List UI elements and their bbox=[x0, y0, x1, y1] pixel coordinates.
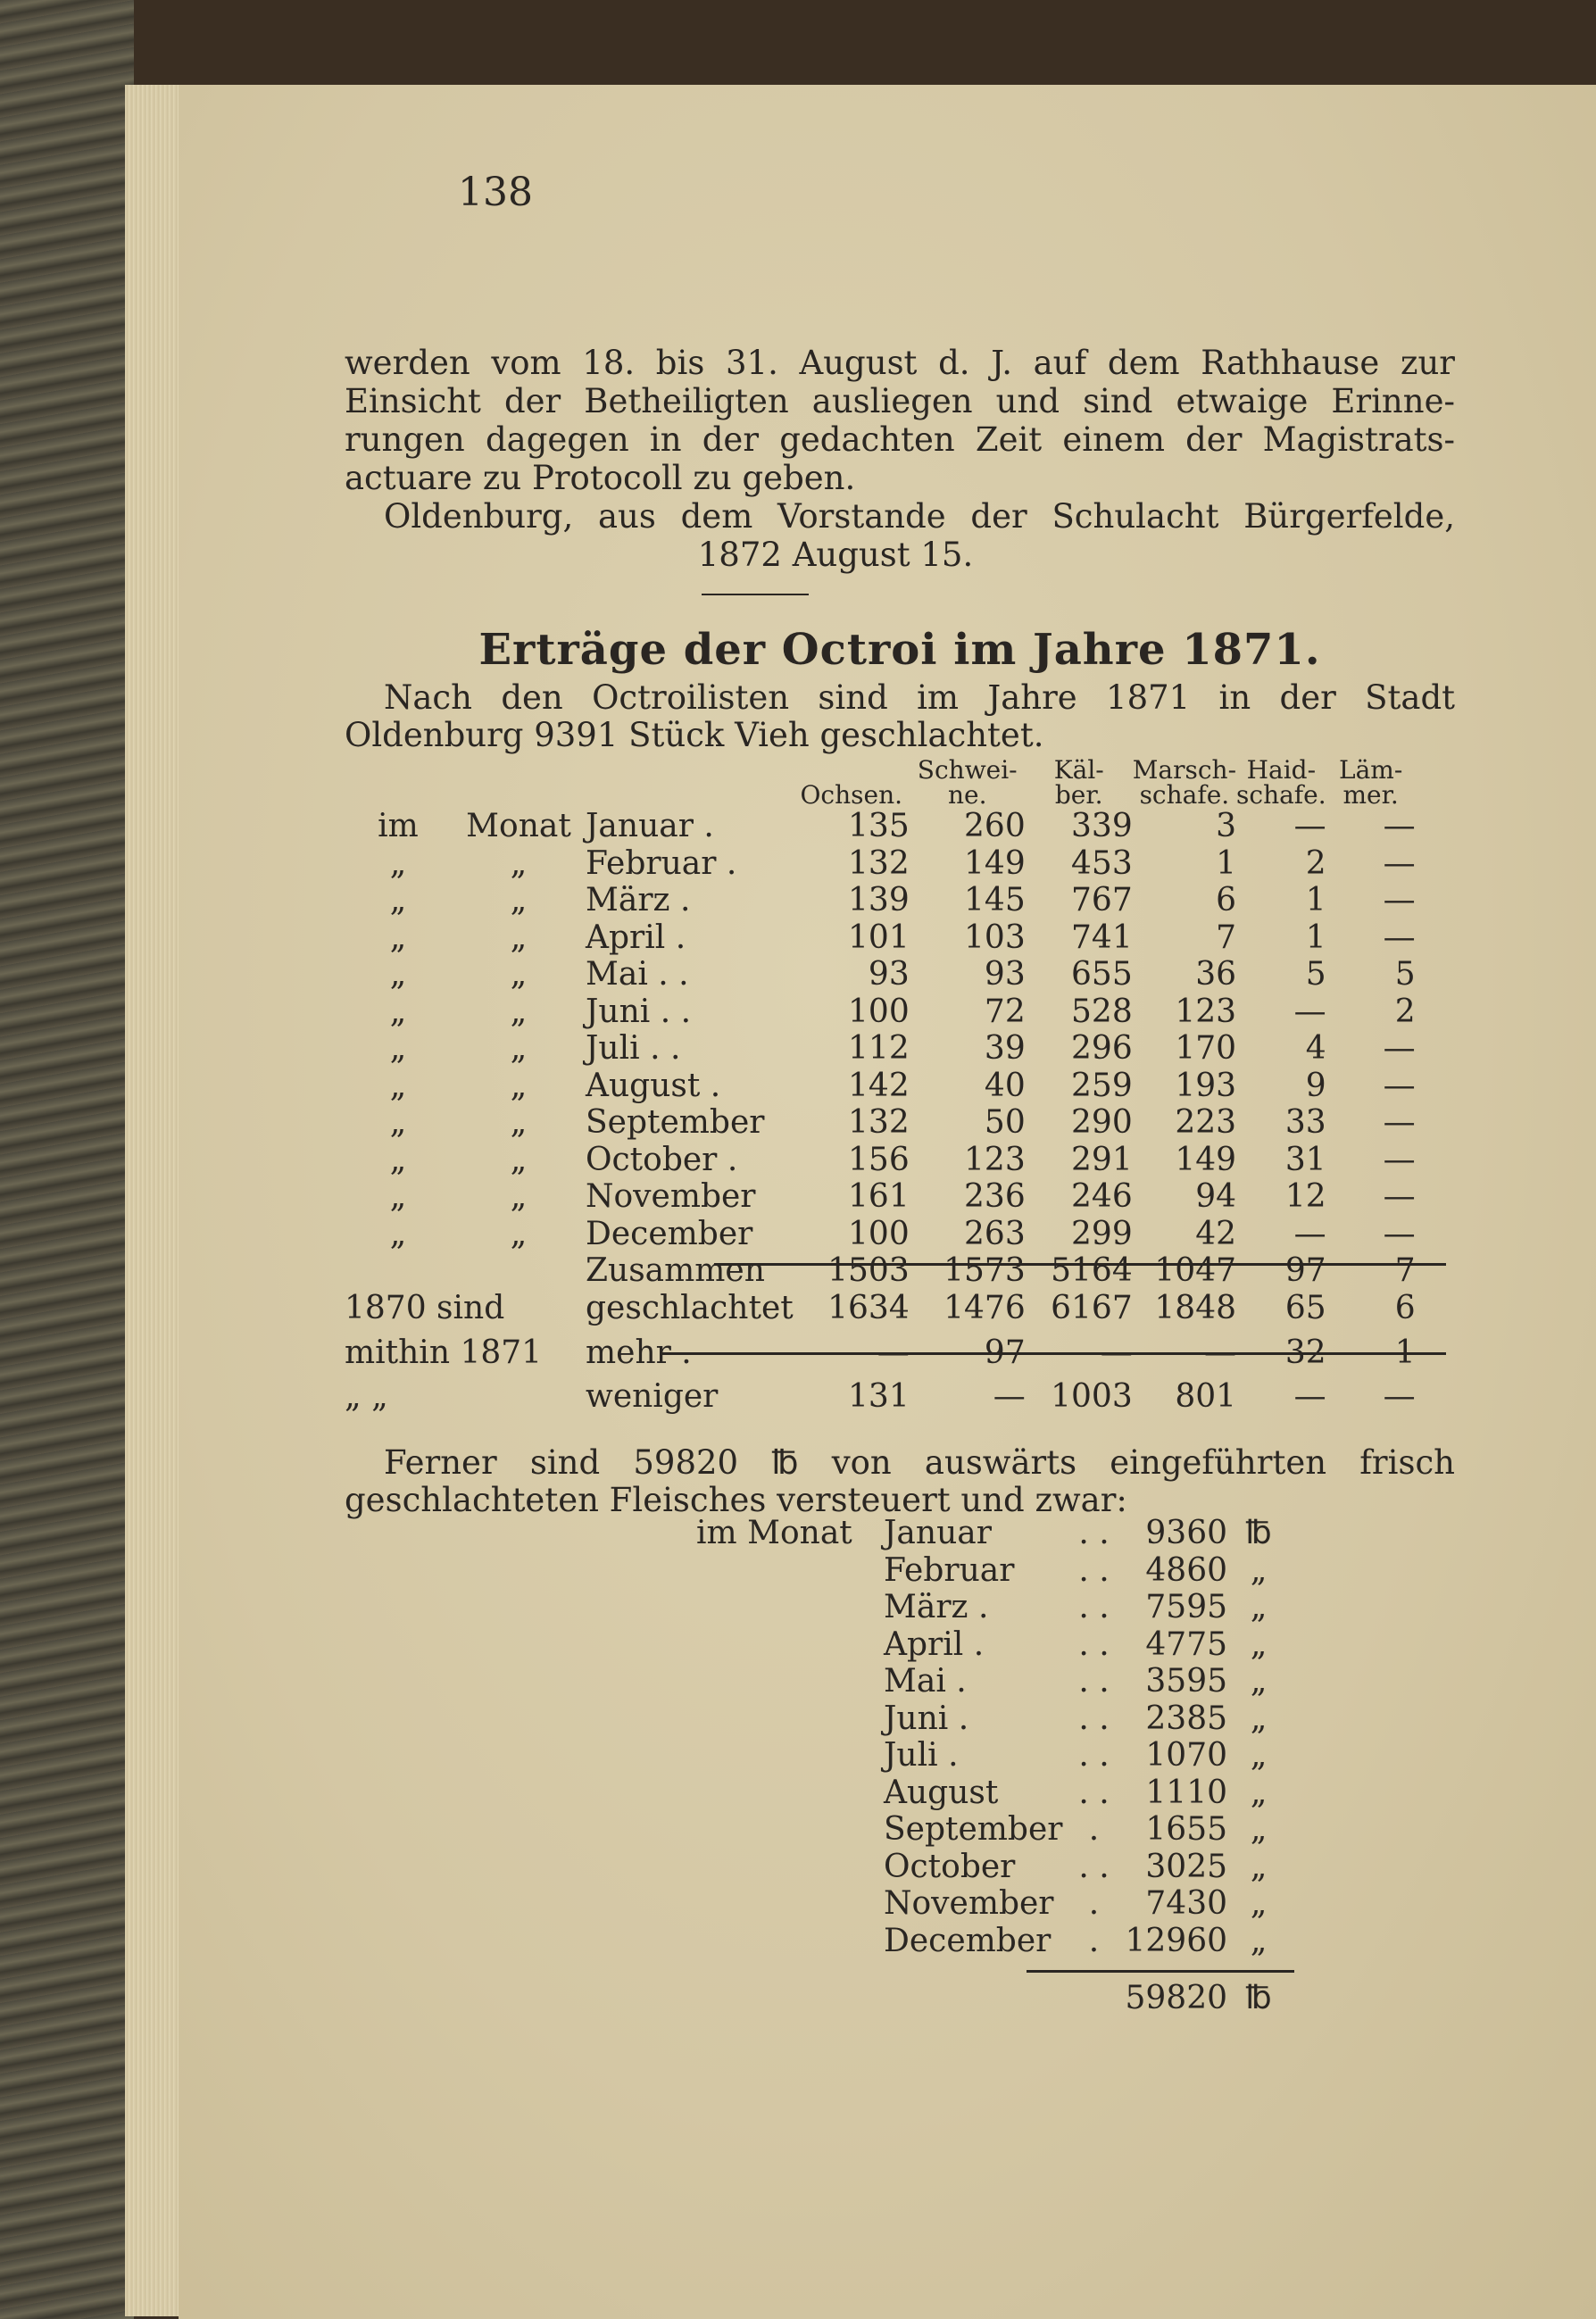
paragraph-line: Nach den Octroilisten sind im Jahre 1871 in der Stadt bbox=[384, 678, 1455, 717]
value-cell: 5 bbox=[1305, 956, 1326, 993]
unit-cell: „ bbox=[1250, 1922, 1268, 1959]
value-cell: 263 bbox=[964, 1215, 1026, 1252]
meat-total-rule bbox=[1027, 1970, 1294, 1973]
meat-total-row bbox=[696, 1959, 1290, 2016]
value-cell: 112 bbox=[848, 1030, 910, 1068]
value-cell: 1070 bbox=[1145, 1737, 1228, 1775]
value-cell: 1476 bbox=[943, 1289, 1026, 1326]
intro-line: Oldenburg, aus dem Vorstande der Schulacht Bürgerfelde, bbox=[384, 497, 1455, 536]
value-cell: 135 bbox=[848, 808, 910, 845]
value-cell: 1634 bbox=[827, 1289, 910, 1326]
row-prefix bbox=[696, 1700, 884, 1738]
row-prefix bbox=[696, 1811, 884, 1849]
row-prefix: „ bbox=[389, 1215, 407, 1252]
row-prefix bbox=[696, 1589, 884, 1626]
value-cell: 149 bbox=[964, 844, 1026, 882]
row-prefix: „ bbox=[389, 1030, 407, 1068]
leader-dots: . bbox=[1088, 1811, 1100, 1849]
leader-dots: . . bbox=[1078, 1551, 1110, 1589]
diff-row bbox=[345, 1378, 1416, 1416]
row-prefix: „ bbox=[510, 1067, 528, 1104]
month-cell: August . bbox=[586, 1067, 721, 1104]
value-cell: — bbox=[1383, 918, 1416, 956]
column-header: Haid- schafe. bbox=[1236, 755, 1326, 810]
table-row bbox=[345, 882, 1416, 919]
month-cell: Mai . bbox=[884, 1663, 967, 1700]
unit-cell: „ bbox=[1250, 1885, 1268, 1923]
month-cell: April . bbox=[884, 1625, 985, 1663]
value-cell: 97 bbox=[984, 1334, 1026, 1371]
value-cell: 767 bbox=[1071, 882, 1133, 919]
value-cell: 7 bbox=[1216, 918, 1237, 956]
value-cell: 149 bbox=[1175, 1141, 1237, 1178]
value-cell: 4860 bbox=[1145, 1551, 1228, 1589]
meat-row bbox=[696, 1700, 1290, 1738]
value-cell: 1 bbox=[1305, 882, 1326, 919]
row-prefix: „ bbox=[389, 956, 407, 993]
row-prefix: „ bbox=[389, 882, 407, 919]
month-cell: October . bbox=[586, 1141, 738, 1178]
leader-dots: . . bbox=[1078, 1625, 1110, 1663]
table-row bbox=[345, 808, 1416, 845]
value-cell: 291 bbox=[1071, 1141, 1133, 1178]
row-prefix: „ bbox=[510, 1178, 528, 1216]
value-cell: 12960 bbox=[1125, 1922, 1228, 1959]
meat-row bbox=[696, 1849, 1290, 1886]
row-prefix: im bbox=[378, 808, 419, 845]
intro-line: actuare zu Protocoll zu geben. bbox=[345, 459, 856, 497]
paragraph-line: Oldenburg 9391 Stück Vieh geschlachtet. bbox=[345, 716, 1044, 754]
value-cell: — bbox=[1293, 1378, 1326, 1416]
month-cell: Juli . . bbox=[586, 1030, 681, 1068]
value-cell: 2 bbox=[1305, 844, 1326, 882]
value-cell: 12 bbox=[1284, 1178, 1326, 1216]
value-cell: 94 bbox=[1195, 1178, 1237, 1216]
total-cell: ℔ bbox=[1245, 1980, 1272, 2016]
value-cell: 296 bbox=[1071, 1030, 1133, 1068]
value-cell: — bbox=[1383, 1378, 1416, 1416]
value-cell: 1 bbox=[1394, 1334, 1416, 1371]
value-cell: 39 bbox=[984, 1030, 1026, 1068]
leader-dots: . . bbox=[1078, 1848, 1110, 1885]
value-cell: 33 bbox=[1284, 1104, 1326, 1142]
value-cell: 1110 bbox=[1145, 1774, 1228, 1811]
value-cell: 246 bbox=[1071, 1178, 1133, 1216]
meat-row bbox=[696, 1885, 1290, 1923]
row-prefix bbox=[696, 1552, 884, 1590]
row-prefix: „ „ bbox=[345, 1378, 388, 1416]
column-header: Marsch- schafe. bbox=[1132, 755, 1237, 810]
month-cell: Januar . bbox=[586, 808, 714, 845]
row-prefix: „ bbox=[510, 956, 528, 993]
meat-row bbox=[696, 1589, 1290, 1626]
value-cell: 2385 bbox=[1145, 1700, 1228, 1737]
value-cell: — bbox=[1383, 1030, 1416, 1068]
value-cell: — bbox=[1383, 1215, 1416, 1252]
value-cell: 3025 bbox=[1145, 1848, 1228, 1885]
unit-cell: „ bbox=[1250, 1663, 1268, 1700]
value-cell: — bbox=[1383, 844, 1416, 882]
month-cell: Februar bbox=[884, 1551, 1015, 1589]
value-cell: 5 bbox=[1394, 956, 1416, 993]
meat-row bbox=[696, 1626, 1290, 1664]
month-cell: Juli . bbox=[884, 1737, 959, 1775]
column-header: Ochsen. bbox=[800, 780, 902, 810]
value-cell: 100 bbox=[848, 993, 910, 1030]
value-cell: 139 bbox=[848, 882, 910, 919]
value-cell: 161 bbox=[848, 1178, 910, 1216]
table-row bbox=[345, 1142, 1416, 1179]
value-cell: 36 bbox=[1195, 956, 1237, 993]
leader-dots: . . bbox=[1078, 1700, 1110, 1737]
value-cell: 801 bbox=[1175, 1378, 1237, 1416]
sum-row bbox=[345, 1290, 1416, 1327]
value-cell: 103 bbox=[964, 918, 1026, 956]
row-prefix: „ bbox=[510, 993, 528, 1030]
table-row bbox=[345, 1216, 1416, 1253]
row-prefix bbox=[345, 1252, 586, 1290]
month-cell: October bbox=[884, 1848, 1016, 1885]
row-prefix: „ bbox=[389, 1104, 407, 1142]
value-cell: 31 bbox=[1284, 1141, 1326, 1178]
leader-dots: . . bbox=[1078, 1774, 1110, 1811]
value-cell: 156 bbox=[848, 1141, 910, 1178]
value-cell: — bbox=[877, 1334, 910, 1371]
value-cell: 65 bbox=[1284, 1289, 1326, 1326]
unit-cell: „ bbox=[1250, 1811, 1268, 1849]
value-cell: 4775 bbox=[1145, 1625, 1228, 1663]
row-prefix bbox=[696, 1737, 884, 1775]
table-header-row bbox=[345, 745, 1416, 808]
month-cell: December bbox=[884, 1922, 1052, 1959]
meat-row bbox=[696, 1775, 1290, 1812]
value-cell: 3595 bbox=[1145, 1663, 1228, 1700]
value-cell: 42 bbox=[1195, 1215, 1237, 1252]
value-cell: 2 bbox=[1394, 993, 1416, 1030]
spacer-cell bbox=[696, 1959, 884, 2016]
value-cell: 101 bbox=[848, 918, 910, 956]
month-cell: April . bbox=[586, 918, 686, 956]
unit-cell: „ bbox=[1250, 1774, 1268, 1811]
value-cell: 9 bbox=[1305, 1067, 1326, 1104]
value-cell: 72 bbox=[984, 993, 1026, 1030]
unit-cell: „ bbox=[1250, 1700, 1268, 1737]
unit-cell: „ bbox=[1250, 1737, 1268, 1775]
leader-dots: . . bbox=[1078, 1589, 1110, 1626]
intro-line: 1872 August 15. bbox=[697, 536, 974, 574]
value-cell: 299 bbox=[1071, 1215, 1133, 1252]
month-cell: März . bbox=[586, 882, 691, 919]
month-cell: geschlachtet bbox=[586, 1289, 794, 1326]
value-cell: — bbox=[1383, 1067, 1416, 1104]
month-cell: August bbox=[884, 1774, 999, 1811]
page-number: 138 bbox=[458, 170, 533, 215]
value-cell: 97 bbox=[1284, 1252, 1326, 1290]
value-cell: 1047 bbox=[1154, 1252, 1237, 1290]
value-cell: 93 bbox=[984, 956, 1026, 993]
meat-row bbox=[696, 1552, 1290, 1590]
table-row bbox=[345, 1068, 1416, 1105]
value-cell: 6 bbox=[1394, 1289, 1416, 1326]
month-cell: Juni . bbox=[884, 1700, 969, 1737]
value-cell: — bbox=[1100, 1334, 1133, 1371]
table-row bbox=[345, 993, 1416, 1031]
row-prefix: „ bbox=[510, 1030, 528, 1068]
month-cell: September bbox=[884, 1811, 1063, 1849]
meat-row bbox=[696, 1737, 1290, 1775]
value-cell: 1 bbox=[1216, 844, 1237, 882]
value-cell: 145 bbox=[964, 882, 1026, 919]
month-cell: Juni . . bbox=[586, 993, 692, 1030]
value-cell: — bbox=[1293, 1215, 1326, 1252]
separator-rule bbox=[702, 594, 809, 595]
row-prefix bbox=[696, 1626, 884, 1664]
value-cell: 741 bbox=[1071, 918, 1133, 956]
row-prefix bbox=[696, 1849, 884, 1886]
value-cell: 100 bbox=[848, 1215, 910, 1252]
month-cell: November bbox=[586, 1178, 756, 1216]
value-cell: — bbox=[1383, 1141, 1416, 1178]
slaughter-table bbox=[345, 745, 1416, 1416]
value-cell: 259 bbox=[1071, 1067, 1133, 1104]
value-cell: — bbox=[1383, 882, 1416, 919]
leader-dots: . bbox=[1088, 1922, 1100, 1959]
row-prefix bbox=[696, 1775, 884, 1812]
value-cell: — bbox=[1383, 808, 1416, 845]
unit-cell: „ bbox=[1250, 1848, 1268, 1885]
intro-line: Einsicht der Betheiligten ausliegen und sind etwaige Erinne- bbox=[345, 382, 1455, 420]
spacer-cell bbox=[884, 1959, 1062, 2016]
value-cell: 1573 bbox=[943, 1252, 1026, 1290]
row-prefix: Monat bbox=[466, 808, 571, 845]
row-prefix: „ bbox=[510, 1215, 528, 1252]
month-cell: November bbox=[884, 1885, 1054, 1923]
unit-cell: „ bbox=[1250, 1625, 1268, 1663]
month-cell: Mai . . bbox=[586, 956, 689, 993]
value-cell: 50 bbox=[984, 1104, 1026, 1142]
value-cell: 1655 bbox=[1145, 1811, 1228, 1849]
value-cell: 6167 bbox=[1051, 1289, 1133, 1326]
month-cell: December bbox=[586, 1215, 753, 1252]
leader-dots: . . bbox=[1078, 1737, 1110, 1775]
table-row bbox=[345, 919, 1416, 957]
row-prefix: 1870 sind bbox=[345, 1289, 505, 1326]
value-cell: 93 bbox=[868, 956, 910, 993]
value-cell: 7430 bbox=[1145, 1885, 1228, 1923]
month-cell: mehr . bbox=[586, 1334, 692, 1371]
value-cell: — bbox=[1293, 993, 1326, 1030]
header-spacer bbox=[345, 745, 794, 808]
row-prefix bbox=[696, 1885, 884, 1923]
value-cell: — bbox=[1204, 1334, 1237, 1371]
value-cell: 290 bbox=[1071, 1104, 1133, 1142]
value-cell: 655 bbox=[1071, 956, 1133, 993]
row-prefix bbox=[696, 1923, 884, 1960]
value-cell: — bbox=[1293, 808, 1326, 845]
meat-row bbox=[696, 1515, 1290, 1552]
meat-table bbox=[696, 1515, 1290, 2016]
table-row bbox=[345, 1104, 1416, 1142]
value-cell: 132 bbox=[848, 1104, 910, 1142]
meat-row bbox=[696, 1923, 1290, 1960]
row-prefix bbox=[696, 1663, 884, 1700]
value-cell: 3 bbox=[1216, 808, 1237, 845]
row-prefix: „ bbox=[389, 1178, 407, 1216]
table-row bbox=[345, 1178, 1416, 1216]
unit-cell: „ bbox=[1250, 1589, 1268, 1626]
row-prefix: „ bbox=[510, 882, 528, 919]
value-cell: 123 bbox=[964, 1141, 1026, 1178]
column-header: Läm- mer. bbox=[1339, 755, 1403, 810]
value-cell: — bbox=[1383, 1178, 1416, 1216]
row-prefix: „ bbox=[510, 1104, 528, 1142]
value-cell: 123 bbox=[1175, 993, 1237, 1030]
month-cell: März . bbox=[884, 1589, 989, 1626]
unit-cell: „ bbox=[1250, 1551, 1268, 1589]
leader-dots: . bbox=[1088, 1885, 1100, 1923]
sum-rule-top bbox=[714, 1263, 1446, 1266]
unit-cell: ℔ bbox=[1245, 1515, 1272, 1552]
value-cell: 236 bbox=[964, 1178, 1026, 1216]
row-prefix: mithin 1871 bbox=[345, 1334, 543, 1371]
sum-rule-bottom bbox=[661, 1352, 1446, 1355]
value-cell: — bbox=[1383, 1104, 1416, 1142]
intro-line: werden vom 18. bis 31. August d. J. auf dem Rathhause zur bbox=[345, 344, 1455, 382]
value-cell: 1003 bbox=[1051, 1378, 1133, 1416]
meat-row bbox=[696, 1663, 1290, 1700]
row-prefix: „ bbox=[389, 918, 407, 956]
row-prefix: „ bbox=[389, 1141, 407, 1178]
row-prefix: „ bbox=[389, 1067, 407, 1104]
month-cell: Februar . bbox=[586, 844, 737, 882]
table-row bbox=[345, 845, 1416, 883]
month-cell: Januar bbox=[884, 1515, 992, 1552]
table-row bbox=[345, 1030, 1416, 1068]
value-cell: 5164 bbox=[1051, 1252, 1133, 1290]
value-cell: 142 bbox=[848, 1067, 910, 1104]
row-prefix: „ bbox=[389, 844, 407, 882]
value-cell: 1503 bbox=[827, 1252, 910, 1290]
value-cell: 170 bbox=[1175, 1030, 1237, 1068]
value-cell: — bbox=[993, 1378, 1026, 1416]
column-header: Käl- ber. bbox=[1053, 755, 1104, 810]
sum-row bbox=[345, 1252, 1416, 1290]
value-cell: 4 bbox=[1305, 1030, 1326, 1068]
month-cell: Zusammen bbox=[586, 1252, 765, 1290]
value-cell: 7 bbox=[1394, 1252, 1416, 1290]
meat-row bbox=[696, 1811, 1290, 1849]
value-cell: 260 bbox=[964, 808, 1026, 845]
row-prefix: im Monat bbox=[696, 1515, 852, 1552]
value-cell: 6 bbox=[1216, 882, 1237, 919]
table-row bbox=[345, 956, 1416, 993]
value-cell: 7595 bbox=[1145, 1589, 1228, 1626]
value-cell: 193 bbox=[1175, 1067, 1237, 1104]
section-heading: Erträge der Octroi im Jahre 1871. bbox=[478, 625, 1321, 675]
paragraph-line: geschlachteten Fleisches versteuert und zwar: bbox=[345, 1481, 1127, 1519]
row-prefix: „ bbox=[389, 993, 407, 1030]
value-cell: 528 bbox=[1071, 993, 1133, 1030]
book-spine bbox=[0, 0, 134, 2319]
value-cell: 131 bbox=[848, 1378, 910, 1416]
value-cell: 1 bbox=[1305, 918, 1326, 956]
spacer-cell bbox=[1062, 1959, 1125, 2016]
value-cell: 40 bbox=[984, 1067, 1026, 1104]
value-cell: 453 bbox=[1071, 844, 1133, 882]
paragraph-line: Ferner sind 59820 ℔ von auswärts eingeführten frisch bbox=[384, 1443, 1455, 1482]
row-prefix: „ bbox=[510, 844, 528, 882]
month-cell: September bbox=[586, 1104, 765, 1142]
value-cell: 1848 bbox=[1154, 1289, 1237, 1326]
value-cell: 32 bbox=[1284, 1334, 1326, 1371]
value-cell: 9360 bbox=[1145, 1515, 1228, 1552]
row-prefix: „ bbox=[510, 918, 528, 956]
value-cell: 132 bbox=[848, 844, 910, 882]
intro-line: rungen dagegen in der gedachten Zeit einem der Magistrats- bbox=[345, 420, 1455, 459]
row-prefix: „ bbox=[510, 1141, 528, 1178]
leader-dots: . . bbox=[1078, 1515, 1110, 1552]
column-header: Schwei- ne. bbox=[917, 755, 1018, 810]
total-cell: 59820 bbox=[1125, 1980, 1228, 2016]
value-cell: 223 bbox=[1175, 1104, 1237, 1142]
value-cell: 339 bbox=[1071, 808, 1133, 845]
leader-dots: . . bbox=[1078, 1663, 1110, 1700]
month-cell: weniger bbox=[586, 1378, 719, 1416]
